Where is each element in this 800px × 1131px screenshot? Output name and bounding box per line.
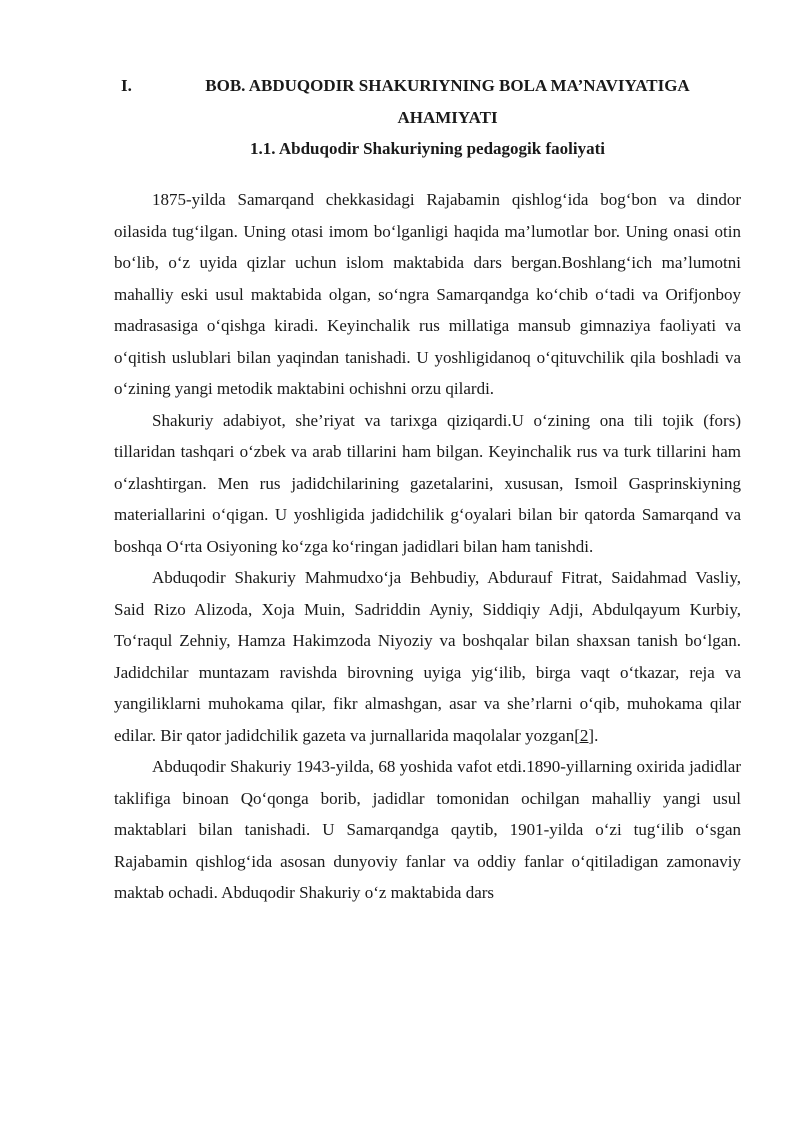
paragraph-3-text: Abduqodir Shakuriy Mahmudxo‘ja Behbudiy, Abdurauf Fitrat, Saidahmad Vasliy, Said Rizo Alizoda, Xoja Muin, Sadriddin Ayniy, Siddiqiy Adji, Abdulqayum Kurbiy, To‘raqul Zehniy, Hamza Hakimzoda Niyoziy va boshqalar bilan shaxsan tanish bo‘lgan. Jadidchilar muntazam ravishda birovning uyiga yig‘ilib, birga vaqt o‘tkazar, reja va yangiliklarni muhokama qilar, fikr almashgan, asar va she’rlarni o‘qib, muhokama qilar edilar. Bir qator jadidchilik gazeta va jurnallarida maqolalar yozgan (114, 568, 741, 745)
document-page (114, 70, 741, 909)
chapter-heading (114, 70, 741, 134)
chapter-number: I. (121, 76, 132, 95)
chapter-title: BOB. ABDUQODIR SHAKURIYNING BOLA MA’NAVIYATIGA AHAMIYATI (205, 76, 690, 127)
paragraph-1: 1875-yilda Samarqand chekkasidagi Rajabamin qishlog‘ida bog‘bon va dindor oilasida tug‘ilgan. Uning otasi imom bo‘lganligi haqida ma’lumotlar bor. Uning onasi otin bo‘lib, o‘z uyida qizlar uchun islom maktabida dars bergan.Boshlang‘ich ma’lumotni mahalliy eski usul maktabida olgan, so‘ngra Samarqandga ko‘chib o‘tadi va Orifjonboy madrasasiga o‘qishga kiradi. Keyinchalik rus millatiga mansub gimnaziya faoliyati va o‘qitish uslublari bilan yaqindan tanishadi. U yoshligidanoq o‘qituvchilik qila boshladi va o‘zining yangi metodik maktabini ochishni orzu qilardi. (114, 190, 741, 398)
reference-link[interactable]: [2] (574, 725, 595, 745)
paragraph-3 (114, 562, 741, 751)
paragraph-3-end: . (594, 725, 599, 745)
section-title: 1.1. Abduqodir Shakuriyning pedagogik faoliyati (250, 139, 605, 158)
paragraph-4: Abduqodir Shakuriy 1943-yilda, 68 yoshida vafot etdi.1890-yillarning oxirida jadidlar taklifiga binoan Qo‘qonga borib, jadidlar tomonidan ochilgan mahalliy yangi usul maktablari bilan tanishadi. U Samarqandga qaytib, 1901-yilda o‘zi tug‘ilib o‘sgan Rajabamin qishlog‘ida asosan dunyoviy fanlar va oddiy fanlar o‘qitiladigan zamonaviy maktab ochadi. Abduqodir Shakuriy o‘z maktabida dars (114, 757, 741, 902)
paragraph-2: Shakuriy adabiyot, she’riyat va tarixga qiziqardi.U o‘zining ona tili tojik (fors) tillaridan tashqari o‘zbek va arab tillarini ham bilgan. Keyinchalik rus va turk tillarini ham o‘zlashtirgan. Men rus jadidchilarining gazetalarini, xususan, Ismoil Gasprinskiyning materiallarini o‘qigan. U yoshligida jadidchilik g‘oyalari bilan bir qatorda Samarqand va boshqa O‘rta Osiyoning ko‘zga ko‘ringan jadidlari bilan ham tanishdi. (114, 410, 741, 556)
